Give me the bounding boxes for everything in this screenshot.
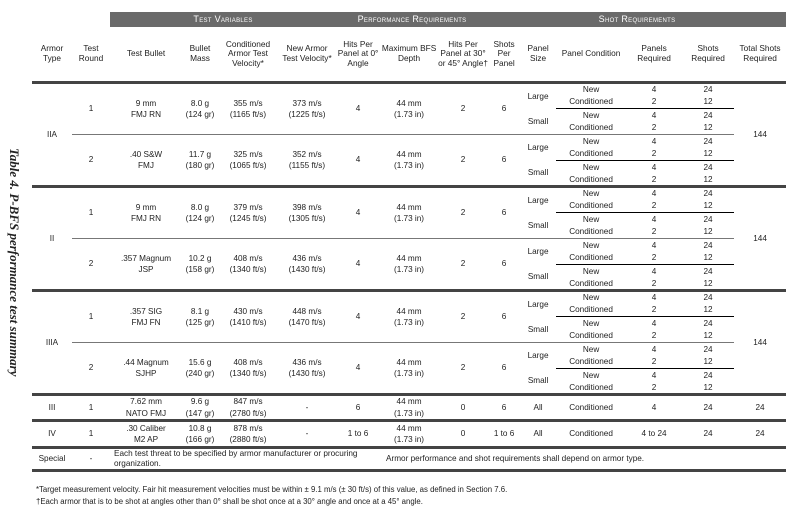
panel-condition: Conditioned xyxy=(569,357,613,367)
panel-size-large: Large xyxy=(527,247,549,257)
max-bfs: 44 mm (1.73 in) xyxy=(394,149,425,170)
panels-required: 2 xyxy=(651,382,657,392)
header-hits-30: Hits Per Panel at 30° or 45° Angle† xyxy=(438,38,488,68)
table-row xyxy=(32,395,786,421)
panels-required: 4 xyxy=(626,161,682,174)
shots-per-panel: 6 xyxy=(501,402,507,412)
test-bullet: .357 SIG FMJ FN xyxy=(129,306,163,327)
test-round: 1 xyxy=(88,312,94,322)
max-bfs: 44 mm (1.73 in) xyxy=(394,202,425,223)
bullet-mass: 11.7 g (180 gr) xyxy=(185,149,215,170)
header-cond-velocity: Conditioned Armor Test Velocity* xyxy=(225,38,271,68)
total-shots: 24 xyxy=(755,402,765,412)
shots-required: 24 xyxy=(682,317,734,330)
panels-required: 2 xyxy=(651,227,657,237)
panel-condition: New xyxy=(556,213,626,226)
shots-required: 12 xyxy=(703,174,713,184)
panels-required: 4 xyxy=(651,189,657,199)
panel-size-small: Small xyxy=(527,168,549,178)
panel-size-large: Large xyxy=(527,143,549,153)
shots-per-panel: 1 to 6 xyxy=(493,429,515,439)
panel-condition: New xyxy=(582,85,600,95)
header-test-round: Test Round xyxy=(78,43,104,63)
header-armor-type: Armor Type xyxy=(40,43,64,63)
header-new-velocity: New Armor Test Velocity* xyxy=(282,43,332,63)
hits-0: 4 xyxy=(355,259,361,269)
bullet-mass: 15.6 g (240 gr) xyxy=(185,357,215,378)
test-round: 2 xyxy=(88,259,94,269)
panel-condition: New xyxy=(582,136,600,146)
panels-required: 4 xyxy=(651,344,657,354)
panel-condition: Conditioned xyxy=(569,278,613,288)
total-shots: 24 xyxy=(755,429,765,439)
panel-condition: Conditioned xyxy=(569,97,613,107)
shots-required: 24 xyxy=(703,85,713,95)
panel-size-large: Large xyxy=(527,299,549,309)
shots-required: 24 xyxy=(682,161,734,174)
panels-required: 2 xyxy=(651,201,657,211)
hits-0: 4 xyxy=(355,104,361,114)
bullet-mass: 10.8 g (166 gr) xyxy=(185,423,215,444)
shots-required: 24 xyxy=(682,213,734,226)
header-shots-per-panel: Shots Per Panel xyxy=(493,38,515,68)
shots-required: 24 xyxy=(703,136,713,146)
bullet-mass: 8.0 g (124 gr) xyxy=(185,202,215,223)
total-shots: 144 xyxy=(753,337,767,347)
footnote-velocity: *Target measurement velocity. Fair hit measurement velocities must be within ± 9.1 m/s (± 30 ft/s) of this value, as defined in Section 7.6. xyxy=(36,485,508,494)
total-shots: 144 xyxy=(753,233,767,243)
panel-condition: New xyxy=(556,161,626,174)
test-round: - xyxy=(89,454,93,464)
cond-velocity: 325 m/s (1065 ft/s) xyxy=(229,149,267,170)
panels-required: 4 xyxy=(626,369,682,382)
table-title: Table 4. P-BFS performance test summary xyxy=(7,148,22,377)
new-velocity: 352 m/s (1155 ft/s) xyxy=(288,149,326,170)
hits-30: 2 xyxy=(460,208,466,218)
shots-required: 12 xyxy=(703,357,713,367)
panel-condition: Conditioned xyxy=(569,149,613,159)
panel-condition: Conditioned xyxy=(569,331,613,341)
shots-required: 12 xyxy=(703,331,713,341)
special-text-1: Each test threat to be specified by armor manufacturer or procuring organization. xyxy=(114,449,358,468)
test-round: 1 xyxy=(88,104,94,114)
header-max-bfs: Maximum BFS Depth xyxy=(381,43,437,63)
bullet-mass: 9.6 g (147 gr) xyxy=(185,397,215,418)
max-bfs: 44 mm (1.73 in) xyxy=(394,306,425,327)
performance-table xyxy=(32,12,786,472)
new-velocity: 373 m/s (1225 ft/s) xyxy=(288,98,326,119)
shots-per-panel: 6 xyxy=(501,312,507,322)
armor-type: Special xyxy=(38,454,66,464)
panels-required: 2 xyxy=(651,97,657,107)
panel-condition: Conditioned xyxy=(569,402,613,412)
shots-required: 12 xyxy=(703,382,713,392)
bullet-mass: 8.0 g (124 gr) xyxy=(185,98,215,119)
test-bullet: .357 Magnum JSP xyxy=(120,253,172,274)
header-total-shots: Total Shots Required xyxy=(739,43,781,63)
group-test-variables: Test Variables xyxy=(110,12,336,27)
panels-required: 2 xyxy=(651,149,657,159)
panel-condition: Conditioned xyxy=(569,305,613,315)
table-row xyxy=(32,135,786,148)
hits-30: 2 xyxy=(460,363,466,373)
test-bullet: 7.62 mm NATO FMJ xyxy=(125,397,167,418)
panel-condition: New xyxy=(582,189,600,199)
table-row xyxy=(32,343,786,356)
table-row xyxy=(32,291,786,304)
panel-condition: New xyxy=(556,109,626,122)
shots-required: 12 xyxy=(703,253,713,263)
new-velocity: - xyxy=(305,402,309,412)
shots-required: 12 xyxy=(703,305,713,315)
shots-required: 24 xyxy=(703,429,713,439)
panel-size: All xyxy=(533,402,543,412)
panel-condition: Conditioned xyxy=(569,429,613,439)
shots-required: 24 xyxy=(682,109,734,122)
armor-type: IIIA xyxy=(45,337,59,347)
test-bullet: .44 Magnum SJHP xyxy=(123,357,169,378)
panel-size-small: Small xyxy=(527,220,549,230)
shots-required: 24 xyxy=(703,344,713,354)
hits-0: 4 xyxy=(355,312,361,322)
panel-size-large: Large xyxy=(527,351,549,361)
shots-per-panel: 6 xyxy=(501,104,507,114)
panels-required: 4 xyxy=(626,317,682,330)
test-bullet: 9 mm FMJ RN xyxy=(130,202,161,223)
shots-required: 12 xyxy=(703,97,713,107)
table-row xyxy=(32,239,786,252)
cond-velocity: 408 m/s (1340 ft/s) xyxy=(229,253,267,274)
panels-required: 2 xyxy=(651,253,657,263)
panels-required: 2 xyxy=(651,305,657,315)
panel-size: All xyxy=(533,429,543,439)
shots-required: 12 xyxy=(703,149,713,159)
shots-per-panel: 6 xyxy=(501,208,507,218)
group-performance: Performance Requirements xyxy=(336,12,488,27)
panel-condition: New xyxy=(556,265,626,278)
panels-required: 2 xyxy=(651,174,657,184)
new-velocity: 436 m/s (1430 ft/s) xyxy=(288,357,326,378)
panels-required: 4 xyxy=(651,402,657,412)
panel-size-small: Small xyxy=(527,376,549,386)
table-row xyxy=(32,421,786,448)
total-shots: 144 xyxy=(753,129,767,139)
new-velocity: 436 m/s (1430 ft/s) xyxy=(288,253,326,274)
panel-size-large: Large xyxy=(527,195,549,205)
shots-required: 24 xyxy=(703,240,713,250)
new-velocity: 398 m/s (1305 ft/s) xyxy=(288,202,326,223)
test-round: 1 xyxy=(88,429,94,439)
shots-required: 12 xyxy=(703,278,713,288)
bullet-mass: 10.2 g (158 gr) xyxy=(185,253,215,274)
test-bullet: .40 S&W FMJ xyxy=(129,149,163,170)
armor-type: IIA xyxy=(46,129,57,139)
panels-required: 4 xyxy=(626,265,682,278)
new-velocity: - xyxy=(305,429,309,439)
panel-condition: New xyxy=(582,293,600,303)
hits-0: 1 to 6 xyxy=(347,429,369,439)
hits-30: 2 xyxy=(460,259,466,269)
cond-velocity: 430 m/s (1410 ft/s) xyxy=(229,306,267,327)
panels-required: 4 xyxy=(626,213,682,226)
footnote-angle: †Each armor that is to be shot at angles other than 0° shall be shot once at a 30° angle and once at a 45° angle. xyxy=(36,497,423,507)
shots-per-panel: 6 xyxy=(501,363,507,373)
armor-type: IV xyxy=(48,429,56,439)
shots-required: 24 xyxy=(682,265,734,278)
panels-required: 4 xyxy=(651,240,657,250)
hits-30: 2 xyxy=(460,104,466,114)
panels-required: 4 xyxy=(651,136,657,146)
max-bfs: 44 mm (1.73 in) xyxy=(394,423,425,444)
header-test-bullet: Test Bullet xyxy=(126,48,166,59)
panels-required: 2 xyxy=(651,123,657,133)
header-panels-required: Panels Required xyxy=(637,43,671,63)
max-bfs: 44 mm (1.73 in) xyxy=(394,397,425,418)
hits-30: 0 xyxy=(460,429,466,439)
bullet-mass: 8.1 g (125 gr) xyxy=(185,306,215,327)
panels-required: 2 xyxy=(651,331,657,341)
panel-condition: Conditioned xyxy=(569,123,613,133)
panel-condition: Conditioned xyxy=(569,382,613,392)
panel-condition: Conditioned xyxy=(569,174,613,184)
hits-0: 6 xyxy=(355,402,361,412)
special-text-2: Armor performance and shot requirements shall depend on armor type. xyxy=(386,454,645,464)
new-velocity: 448 m/s (1470 ft/s) xyxy=(288,306,326,327)
header-panel-size: Panel Size xyxy=(527,43,549,63)
shots-required: 24 xyxy=(703,189,713,199)
max-bfs: 44 mm (1.73 in) xyxy=(394,357,425,378)
armor-type: II xyxy=(49,233,55,243)
panels-required: 4 to 24 xyxy=(641,429,667,439)
header-shots-required: Shots Required xyxy=(691,43,725,63)
shots-per-panel: 6 xyxy=(501,155,507,165)
shots-required: 24 xyxy=(703,293,713,303)
header-bullet-mass: Bullet Mass xyxy=(189,43,211,63)
shots-required: 24 xyxy=(703,402,713,412)
shots-required: 24 xyxy=(682,369,734,382)
hits-0: 4 xyxy=(355,363,361,373)
panel-condition: Conditioned xyxy=(569,253,613,263)
panel-condition: Conditioned xyxy=(569,201,613,211)
shots-required: 12 xyxy=(703,201,713,211)
panel-condition: New xyxy=(582,344,600,354)
cond-velocity: 847 m/s (2780 ft/s) xyxy=(229,397,267,418)
panel-size-small: Small xyxy=(527,116,549,126)
panel-size-small: Small xyxy=(527,272,549,282)
test-bullet: 9 mm FMJ RN xyxy=(130,98,161,119)
table-row xyxy=(32,83,786,96)
header-row xyxy=(32,27,786,83)
hits-0: 4 xyxy=(355,208,361,218)
cond-velocity: 379 m/s (1245 ft/s) xyxy=(229,202,267,223)
max-bfs: 44 mm (1.73 in) xyxy=(394,98,425,119)
panel-condition: Conditioned xyxy=(569,227,613,237)
test-round: 2 xyxy=(88,363,94,373)
armor-type: III xyxy=(48,402,56,412)
panel-condition: New xyxy=(556,369,626,382)
test-round: 2 xyxy=(88,155,94,165)
panels-required: 4 xyxy=(651,85,657,95)
max-bfs: 44 mm (1.73 in) xyxy=(394,253,425,274)
test-round: 1 xyxy=(88,208,94,218)
shots-required: 12 xyxy=(703,123,713,133)
hits-30: 0 xyxy=(460,402,466,412)
panels-required: 4 xyxy=(651,293,657,303)
panels-required: 2 xyxy=(651,278,657,288)
cond-velocity: 355 m/s (1165 ft/s) xyxy=(229,98,267,119)
group-shot: Shot Requirements xyxy=(488,12,786,27)
cond-velocity: 878 m/s (2880 ft/s) xyxy=(229,423,267,444)
cond-velocity: 408 m/s (1340 ft/s) xyxy=(229,357,267,378)
panel-condition: New xyxy=(556,317,626,330)
panels-required: 4 xyxy=(626,109,682,122)
test-bullet: .30 Caliber M2 AP xyxy=(126,423,166,444)
header-hits-0: Hits Per Panel at 0° Angle xyxy=(337,38,379,68)
table-body xyxy=(32,83,786,395)
hits-30: 2 xyxy=(460,312,466,322)
shots-per-panel: 6 xyxy=(501,259,507,269)
hits-0: 4 xyxy=(355,155,361,165)
panel-size-large: Large xyxy=(527,91,549,101)
panel-size-small: Small xyxy=(527,324,549,334)
table-row-special xyxy=(32,448,786,471)
header-panel-condition: Panel Condition xyxy=(561,48,621,59)
panel-condition: New xyxy=(582,240,600,250)
footnotes xyxy=(36,484,507,508)
test-round: 1 xyxy=(88,402,94,412)
shots-required: 12 xyxy=(703,227,713,237)
panels-required: 2 xyxy=(651,357,657,367)
hits-30: 2 xyxy=(460,155,466,165)
table-row xyxy=(32,187,786,200)
